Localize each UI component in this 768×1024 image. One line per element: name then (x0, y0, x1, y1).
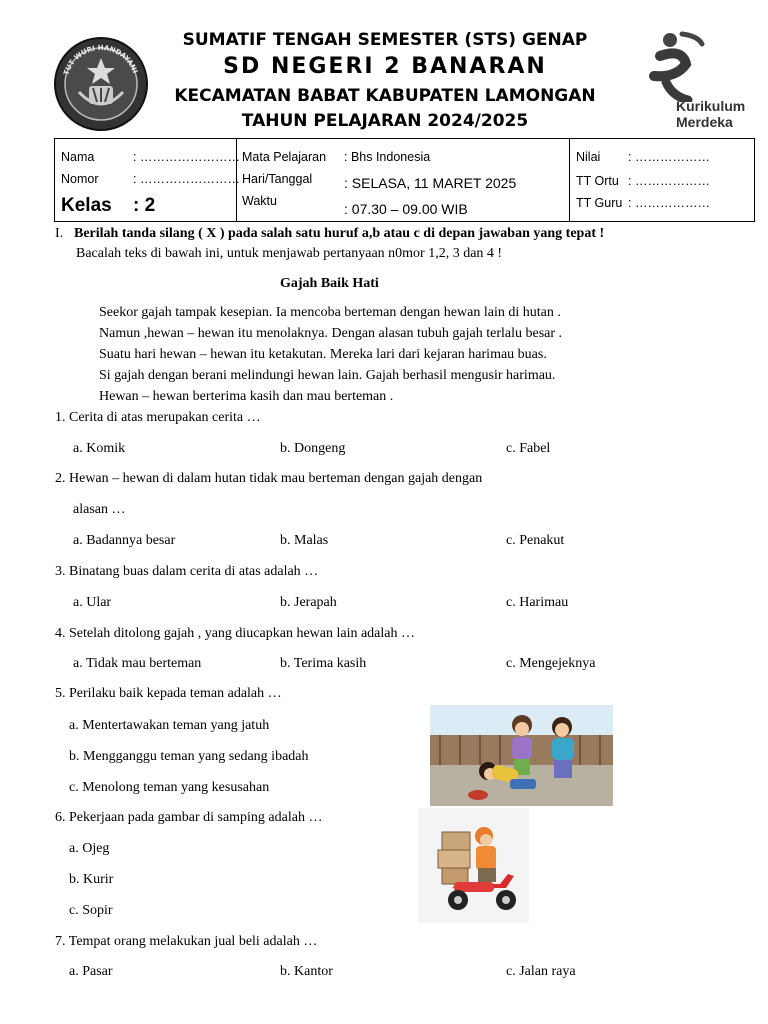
story-line: Suatu hari hewan – hewan itu ketakutan. Mereka lari dari kejaran harimau buas. (99, 347, 547, 362)
question-2: 2. Hewan – hewan di dalam hutan tidak mau berteman dengan gajah dengan (55, 471, 483, 486)
question-5: 5. Perilaku baik kepada teman adalah … (55, 686, 282, 701)
story-line: Namun ,hewan – hewan itu menolaknya. Dengan alasan tubuh gajah terlalu besar . (99, 326, 563, 341)
guru-label: TT Guru (576, 196, 623, 210)
children-helping-illustration (430, 705, 613, 806)
logo-text-merdeka: Merdeka (676, 114, 733, 130)
q1-option-b[interactable]: b. Dongeng (280, 441, 346, 456)
question-2-cont: alasan … (73, 502, 126, 517)
nama-field[interactable]: : …………………… (133, 150, 240, 164)
header-line-1: SUMATIF TENGAH SEMESTER (STS) GENAP (182, 30, 588, 50)
q1-option-a[interactable]: a. Komik (73, 441, 126, 456)
ortu-label: TT Ortu (576, 174, 619, 188)
q5-option-c[interactable]: c. Menolong teman yang kesusahan (69, 780, 270, 795)
q3-option-b[interactable]: b. Jerapah (280, 595, 337, 610)
instruction-text: Berilah tanda silang ( X ) pada salah satu huruf a,b atau c di depan jawaban yang tepat ! (74, 226, 605, 241)
question-7: 7. Tempat orang melakukan jual beli adalah … (55, 934, 318, 949)
waktu-label: Waktu (242, 194, 277, 208)
q6-option-a[interactable]: a. Ojeg (69, 841, 110, 856)
section-number: I. (55, 226, 64, 241)
logo-text-kurikulum: Kurikulum (676, 98, 746, 114)
q2-option-a[interactable]: a. Badannya besar (73, 533, 176, 548)
kelas-label: Kelas (61, 195, 112, 216)
header-line-4: TAHUN PELAJARAN 2024/2025 (241, 111, 529, 131)
nilai-field[interactable]: : ……………… (628, 150, 710, 164)
story-title: Gajah Baik Hati (280, 276, 379, 291)
q2-option-c[interactable]: c. Penakut (506, 533, 565, 548)
q2-option-b[interactable]: b. Malas (280, 533, 329, 548)
q5-option-a[interactable]: a. Mentertawakan teman yang jatuh (69, 718, 270, 733)
q3-option-c[interactable]: c. Harimau (506, 595, 569, 610)
question-6: 6. Pekerjaan pada gambar di samping adalah … (55, 810, 323, 825)
story-line: Si gajah dengan berani melindungi hewan lain. Gajah berhasil mengusir harimau. (99, 368, 556, 383)
hari-label: Hari/Tanggal (242, 172, 313, 186)
instruction-subtext: Bacalah teks di bawah ini, untuk menjawab pertanyaan n0mor 1,2, 3 dan 4 ! (76, 246, 503, 261)
mapel-label: Mata Pelajaran (242, 150, 327, 164)
nomor-field[interactable]: : …………………… (133, 172, 240, 186)
nilai-label: Nilai (576, 150, 601, 164)
q3-option-a[interactable]: a. Ular (73, 595, 112, 610)
q6-option-c[interactable]: c. Sopir (69, 903, 113, 918)
waktu-value: : 07.30 – 09.00 WIB (344, 201, 468, 217)
question-4: 4. Setelah ditolong gajah , yang diucapkan hewan lain adalah … (55, 626, 416, 641)
tut-wuri-handayani-logo (53, 36, 149, 132)
q1-option-c[interactable]: c. Fabel (506, 441, 551, 456)
question-1: 1. Cerita di atas merupakan cerita … (55, 410, 261, 425)
q4-option-a[interactable]: a. Tidak mau berteman (73, 656, 202, 671)
header-school-name: SD NEGERI 2 BANARAN (223, 54, 547, 79)
courier-scooter-illustration (418, 808, 529, 923)
question-3: 3. Binatang buas dalam cerita di atas adalah … (55, 564, 319, 579)
q7-option-b[interactable]: b. Kantor (280, 964, 333, 979)
ortu-field[interactable]: : ……………… (628, 174, 710, 188)
nomor-label: Nomor (61, 172, 99, 186)
nama-label: Nama (61, 150, 95, 164)
q7-option-a[interactable]: a. Pasar (69, 964, 113, 979)
story-line: Seekor gajah tampak kesepian. Ia mencoba berteman dengan hewan lain di hutan . (99, 305, 561, 320)
logo-ring-text: TUT WURI HANDAYANI (62, 43, 140, 77)
q7-option-c[interactable]: c. Jalan raya (506, 964, 576, 979)
hari-value: : SELASA, 11 MARET 2025 (344, 175, 517, 191)
mapel-value: : Bhs Indonesia (344, 150, 431, 164)
kelas-value: : 2 (133, 195, 156, 216)
story-line: Hewan – hewan berterima kasih dan mau berteman . (99, 389, 394, 404)
guru-field[interactable]: : ……………… (628, 196, 710, 210)
q6-option-b[interactable]: b. Kurir (69, 872, 114, 887)
kurikulum-merdeka-logo (640, 30, 755, 130)
q5-option-b[interactable]: b. Mengganggu teman yang sedang ibadah (69, 749, 309, 764)
header-line-3: KECAMATAN BABAT KABUPATEN LAMONGAN (174, 86, 596, 106)
q4-option-b[interactable]: b. Terima kasih (280, 656, 367, 671)
q4-option-c[interactable]: c. Mengejeknya (506, 656, 596, 671)
